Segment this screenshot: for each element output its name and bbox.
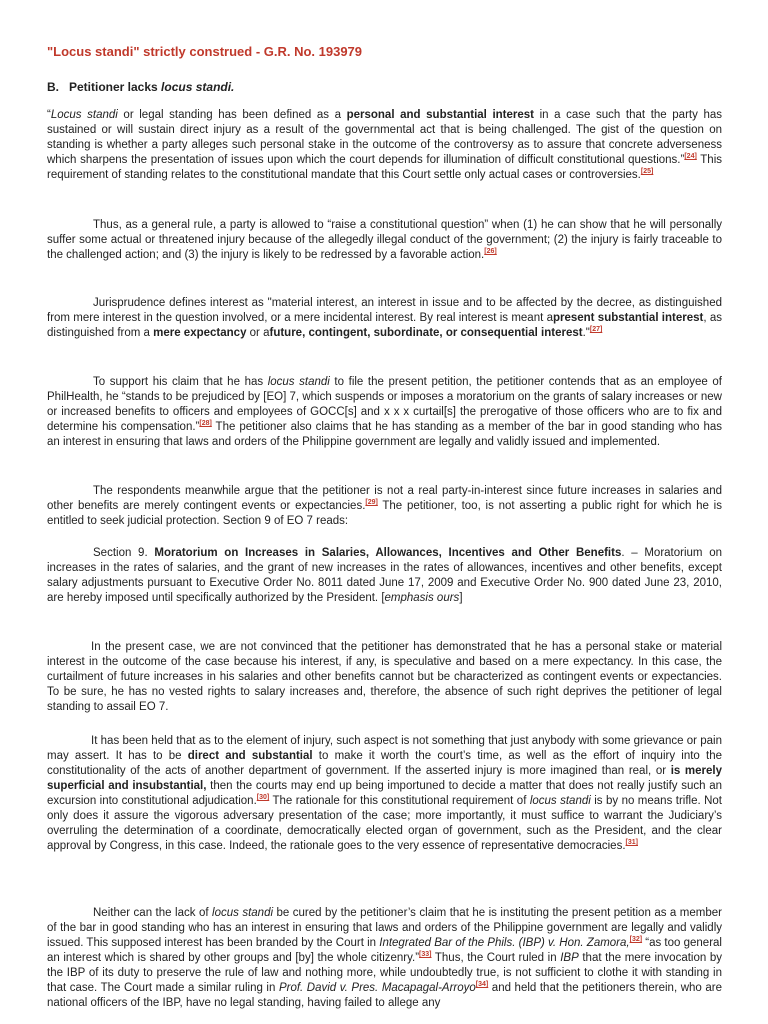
text-span: The respondents meanwhile argue that the petitioner is not a real party-in-interest since future increases in salaries and other benefits are merely contingent events or expectancies.: [47, 485, 722, 512]
paragraph-standing-definition: [47, 108, 722, 183]
footnote-link-28[interactable]: [28]: [199, 420, 212, 428]
footnote-link-33[interactable]: [33]: [419, 951, 432, 959]
text-span: Thus, as a general rule, a party is allowed to “raise a constitutional question” when (1) he can show that he will personally suffer some actual or threatened injury because of the allegedly illegal conduct of the government; (2) the injury is fairly traceable to the challenged action; and (3) the injury is likely to be redressed by a favorable action.: [47, 219, 722, 261]
text-span: In the present case, we are not convinced that the petitioner has demonstrated that he has a personal stake or material interest in the outcome of the case because his interest, if any, is speculative and based on a mere expectancy. In this case, the curtailment of future increases in his salaries and other benefits cannot but be characterized as contingent events or expectancies. To be sure, he has no vested rights to salary increases and, therefore, the absence of such right deprives the petitioner of legal standing to assail EO 7.: [47, 641, 722, 713]
text-span: ]: [459, 592, 463, 604]
text-span: Jurisprudence defines interest as "material interest, an interest in issue and to be affected by the decree, as distinguished from mere interest in the question involved, or a mere incidental interest. By real interest is meant a: [47, 297, 722, 324]
bold-future-contingent: future, contingent, subordinate, or consequential interest: [269, 327, 583, 339]
bold-superficial: is merely superficial and insubstantial,: [47, 765, 722, 792]
text-span: then the courts may end up being importuned to decide a matter that does not really justify such an excursion into constitutional adjudication.: [47, 780, 722, 807]
text-span: To support his claim that he has: [93, 376, 268, 388]
section-heading: [47, 80, 234, 94]
text-span: It has been held that as to the element of injury, such aspect is not something that just anybody with some grievance or pain may assert. It has to be: [47, 735, 722, 762]
quoted-section-9: [47, 546, 722, 606]
footnote-link-27[interactable]: [27]: [589, 326, 603, 334]
italic-locus-standi: locus standi: [267, 376, 330, 388]
text-span: is by no means trifle. Not only does it assure the vigorous adversary presentation of the case; more importantly, it must suffice to warrant the Judiciary’s overruling the determination of a coordinate, democratically elected organ of government, such as the President, and the clear approval by Congress, in this case. Indeed, the rationale goes to the very essence of representative democracies.: [47, 795, 723, 852]
paragraph-element-of-injury: [47, 734, 722, 854]
footnote-link-29[interactable]: [29]: [365, 499, 378, 507]
text-span: The petitioner, too, is not asserting a public right for which he is entitled to seek judicial protection. Section 9 of EO 7 reads:: [47, 500, 722, 527]
paragraph-present-case: [47, 640, 722, 715]
footnote-link-32[interactable]: [32]: [629, 936, 643, 944]
text-span: The rationale for this constitutional requirement of: [269, 795, 530, 807]
bold-direct-substantial: direct and substantial: [187, 750, 313, 762]
bold-mere-expectancy: mere expectancy: [153, 327, 247, 339]
page-title: "Locus standi" strictly construed - G.R. No. 193979: [47, 44, 363, 59]
bold-section-title: Moratorium on Increases in Salaries, Allowances, Incentives and Other Benefits: [154, 547, 622, 559]
text-span: Section 9.: [93, 547, 155, 559]
text-span: This requirement of standing relates to the constitutional mandate that this Court settle only actual cases or controversies.: [47, 154, 723, 181]
text-span: The petitioner also claims that he has standing as a member of the bar in good standing who has an interest in ensuring that laws and orders of the Philippine government are legally and validly issued and implemented.: [47, 421, 722, 448]
italic-locus-standi: locus standi: [212, 907, 274, 919]
footnote-link-26[interactable]: [26]: [484, 248, 497, 256]
text-span: to make it worth the court’s time, as well as the effort of inquiry into the constitutionality of the acts of another department of government. If the asserted injury is more imagined than real, or: [47, 750, 722, 777]
text-span: that the mere invocation by the IBP of its duty to preserve the rule of law and nothing more, while undoubtedly true, is not sufficient to clothe it with standing in that case. The Court made a similar ruling in: [47, 952, 722, 994]
italic-ibp: IBP: [560, 952, 579, 964]
paragraph-respondents-argument: [47, 484, 722, 529]
text-span: . – Moratorium on increases in the rates of salaries, and the grant of new increases in the rates of allowances, incentives and other benefits, except salary adjustments pursuant to Executive Order No. 8011 dated June 17, 2009 and Executive Order No. 900 dated June 23, 2010, are hereby imposed until specifically authorized by the President. [: [47, 547, 722, 604]
bold-present-substantial: present substantial interest: [552, 312, 704, 324]
footnote-link-31[interactable]: [31]: [625, 839, 638, 847]
text-span: Neither can the lack of: [93, 907, 213, 919]
italic-locus-standi: locus standi: [529, 795, 591, 807]
paragraph-general-rule: [47, 218, 722, 263]
text-span: , as distinguished from a: [47, 312, 722, 339]
bold-personal-substantial: personal and substantial interest: [346, 109, 535, 121]
paragraph-petitioner-claim: [47, 375, 722, 450]
paragraph-member-of-bar: [47, 906, 722, 1011]
footnote-link-30[interactable]: [30]: [256, 794, 270, 802]
text-span: be cured by the petitioner’s claim that he is instituting the present petition as a member of the bar in good standing who has an interest in ensuring that laws and orders of the Philippine government are legally and validly issued. This supposed interest has been branded by the Court in: [47, 907, 722, 949]
text-span: .": [582, 327, 590, 339]
text-span: Thus, the Court ruled in: [431, 952, 561, 964]
section-heading-text: B. Petitioner lacks: [47, 80, 162, 94]
italic-emphasis-ours: emphasis ours: [384, 592, 460, 604]
paragraph-interest-definition: [47, 296, 722, 341]
text-span: or a: [246, 327, 270, 339]
italic-locus-standi: Locus standi: [50, 109, 118, 121]
footnote-link-25[interactable]: [25]: [640, 168, 654, 176]
section-heading-italic: locus standi.: [161, 80, 235, 94]
italic-case-ibp-zamora: Integrated Bar of the Phils. (IBP) v. Hon. Zamora,: [379, 937, 630, 949]
text-span: or legal standing has been defined as a: [117, 109, 347, 121]
text-span: in a case such that the party has sustained or will sustain direct injury as a result of the governmental act that is being challenged. The gist of the question on standing is whether a party alleges such personal stake in the outcome of the controversy as to assure that concrete adverseness which sharpens the presentation of issues upon which the court depends for illumination of difficult constitutional questions.”: [47, 109, 722, 166]
footnote-link-34[interactable]: [34]: [475, 981, 489, 989]
open-quote: “: [47, 109, 51, 121]
footnote-link-24[interactable]: [24]: [684, 153, 697, 161]
text-span: to file the present petition, the petitioner contends that as an employee of PhilHealth, he “stands to be prejudiced by [EO] 7, which suspends or imposes a moratorium on the grants of salary increases or new or increased benefits to officers and employees of GOCC[s] and x x x curtail[s] the prerogative of those officers who are to fix and determine his compensation.”: [47, 376, 723, 433]
text-span: and held that the petitioners therein, who are national officers of the IBP, have no legal standing, having failed to allege any: [47, 982, 722, 1009]
text-span: “as too general an interest which is shared by other groups and [by] the whole citizenry.”: [47, 937, 722, 964]
italic-case-david: Prof. David v. Pres. Macapagal-Arroyo: [278, 982, 476, 994]
